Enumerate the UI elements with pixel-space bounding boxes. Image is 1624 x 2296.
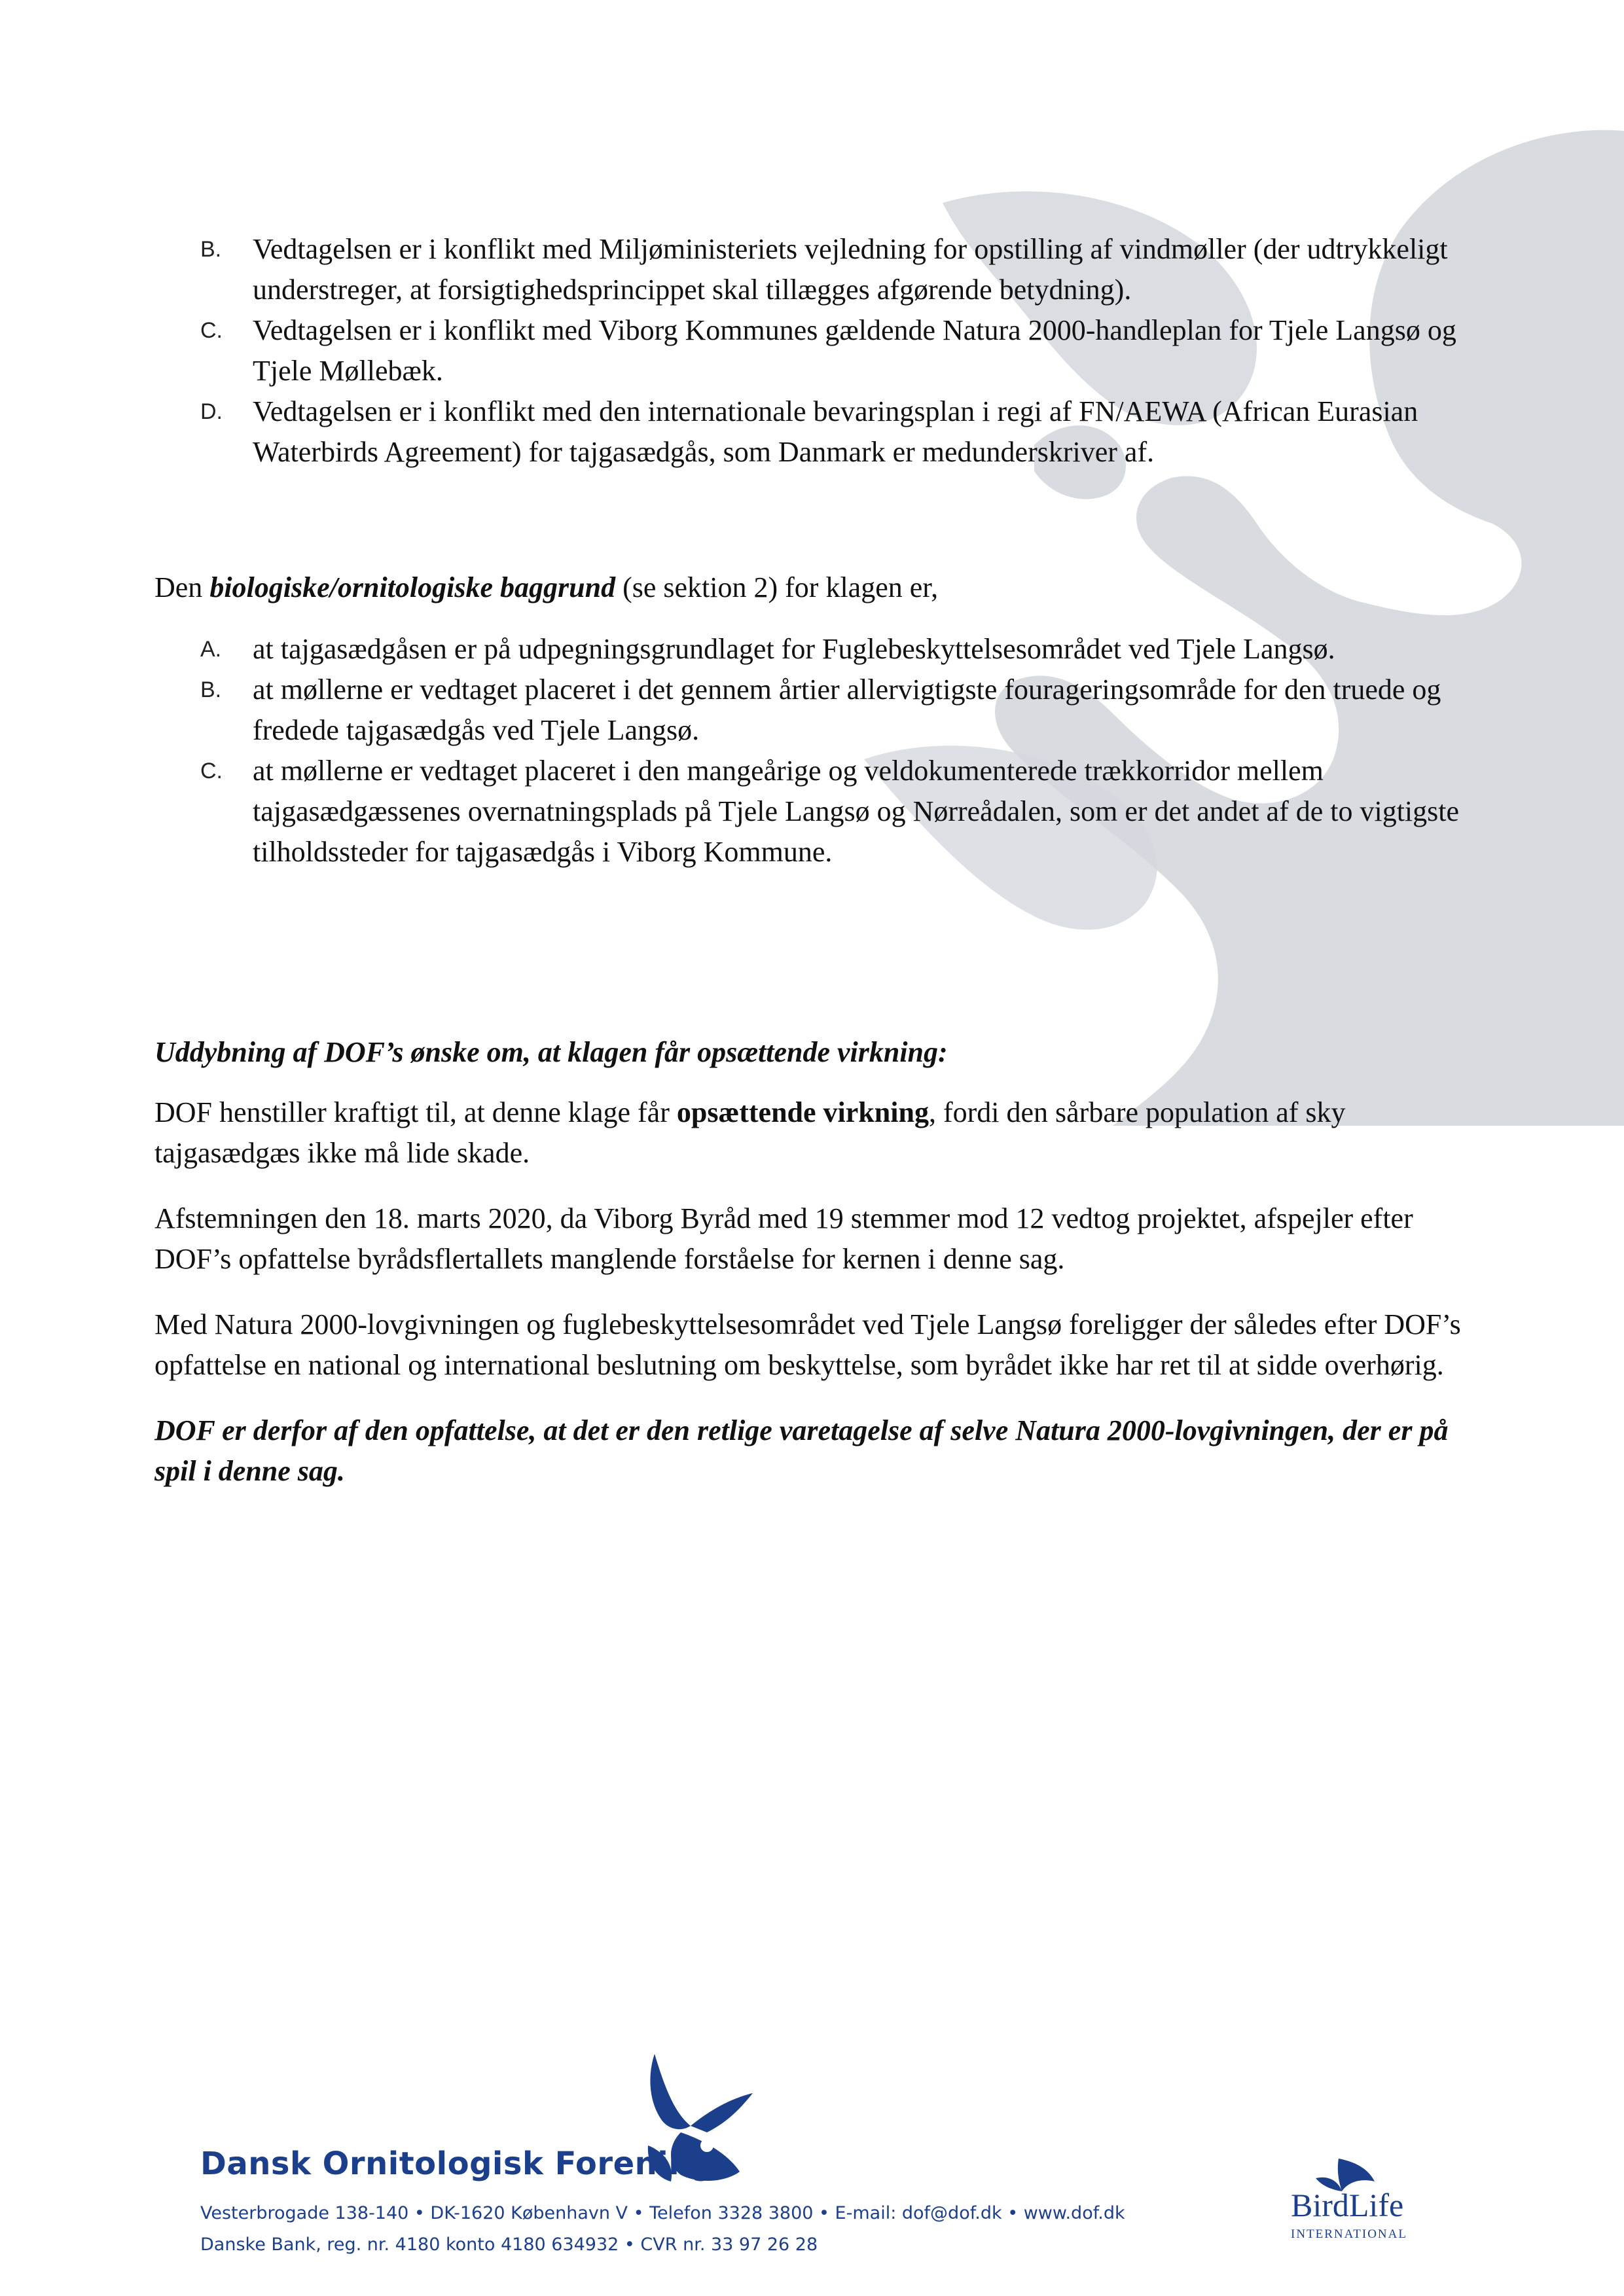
para1-suffix: , fordi den sårbare population af sky tajgasædgæs ikke må lide skade. bbox=[154, 1096, 1346, 1169]
list-marker: D. bbox=[200, 399, 223, 424]
list-item-text: at møllerne er vedtaget placeret i det gennem årtier allervigtigste fourageringsområde for den truede og fredede tajgasædgås ved Tjele Langsø. bbox=[253, 673, 1441, 746]
list-marker: B. bbox=[200, 677, 222, 702]
para1-bold: opsættende virkning bbox=[676, 1096, 929, 1128]
paragraph bbox=[154, 1092, 1483, 1174]
list-marker: B. bbox=[200, 237, 222, 262]
organization-name: Dansk Ornitologisk Forening bbox=[200, 2145, 714, 2182]
organization-bank-info: Danske Bank, reg. nr. 4180 konto 4180 634932 • CVR nr. 33 97 26 28 bbox=[200, 2234, 818, 2255]
list-item-text: Vedtagelsen er i konflikt med den internationale bevaringsplan i regi af FN/AEWA (African Eurasian Waterbirds Agreement) for tajgasædgås, som Danmark er medunderskriver af. bbox=[253, 395, 1418, 468]
document-body bbox=[154, 229, 1483, 1492]
list-item bbox=[154, 670, 1483, 751]
paragraph: Med Natura 2000-lovgivningen og fuglebeskyttelsesområdet ved Tjele Langsø foreligger der således efter DOF’s opfattelse en national og international beslutning om beskyttelse, som byrådet ikke har ret til at sidde overhørig. bbox=[154, 1308, 1461, 1381]
list-item bbox=[154, 751, 1483, 872]
intro-suffix: (se sektion 2) for klagen er, bbox=[615, 571, 939, 603]
intro-prefix: Den bbox=[154, 571, 210, 603]
list-item bbox=[154, 629, 1483, 670]
organization-address: Vesterbrogade 138-140 • DK-1620 København V • Telefon 3328 3800 • E-mail: dof@dof.dk • www.dof.dk bbox=[200, 2203, 1125, 2223]
list-marker: C. bbox=[200, 759, 223, 783]
list-item-text: Vedtagelsen er i konflikt med Miljøministeriets vejledning for opstilling af vindmøller (der udtrykkeligt understreger, at forsigtighedsprincippet skal tillægges afgørende betydning). bbox=[253, 233, 1448, 306]
birdlife-wordmark: BirdLife bbox=[1291, 2187, 1404, 2223]
list-marker: C. bbox=[200, 318, 223, 343]
list-item-text: at tajgasædgåsen er på udpegningsgrundlaget for Fuglebeskyttelsesområdet ved Tjele Langsø. bbox=[253, 633, 1335, 665]
list-item bbox=[154, 229, 1483, 310]
list-marker: A. bbox=[200, 637, 222, 662]
list-item-text: at møllerne er vedtaget placeret i den mangeårige og veldokumenterede trækkorridor mellem tajgasædgæssenes overnatningsplads på Tjele Langsø og Nørreådalen, som er det andet af de to vigtigste tilholdssteder for tajgasædgås i Viborg Kommune. bbox=[253, 755, 1460, 868]
list-item-text: Vedtagelsen er i konflikt med Viborg Kommunes gældende Natura 2000-handleplan for Tjele Langsø og Tjele Møllebæk. bbox=[253, 314, 1456, 387]
letterhead-footer bbox=[196, 2047, 1506, 2263]
paragraph: Afstemningen den 18. marts 2020, da Viborg Byråd med 19 stemmer mod 12 vedtog projektet, afspejler efter DOF’s opfattelse byrådsflertallets manglende forståelse for kernen i denne sag. bbox=[154, 1202, 1413, 1275]
list-item bbox=[154, 391, 1483, 473]
intro-emphasis: biologiske/ornitologiske baggrund bbox=[209, 571, 616, 603]
biological-reasons-list bbox=[154, 629, 1483, 872]
para1-prefix: DOF henstiller kraftigt til, at denne klage får bbox=[154, 1096, 677, 1128]
section-heading: Uddybning af DOF’s ønske om, at klagen får opsættende virkning: bbox=[154, 1036, 948, 1068]
legal-conflicts-list bbox=[154, 229, 1483, 473]
biological-intro bbox=[154, 567, 1483, 608]
conclusion-paragraph: DOF er derfor af den opfattelse, at det er den retlige varetagelse af selve Natura 2000-lovgivningen, der er på spil i denne sag. bbox=[154, 1414, 1449, 1487]
list-item bbox=[154, 310, 1483, 391]
birdlife-subtitle: INTERNATIONAL bbox=[1291, 2227, 1407, 2241]
